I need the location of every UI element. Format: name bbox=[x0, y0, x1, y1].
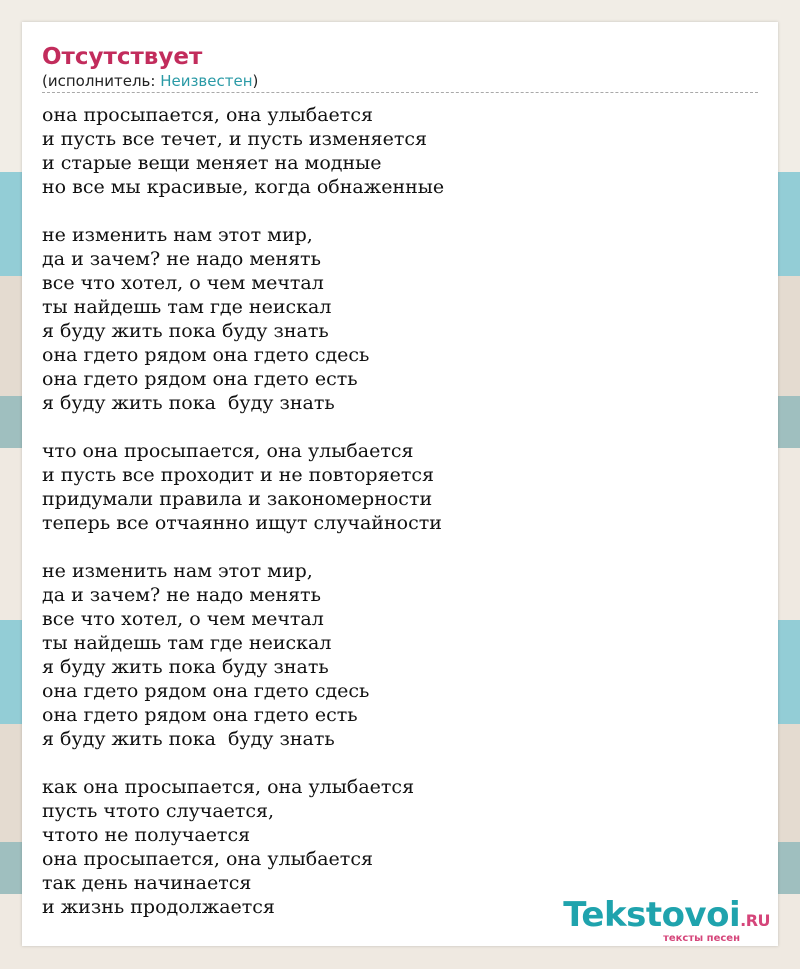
lyric-line: не изменить нам этот мир, bbox=[42, 560, 313, 582]
lyric-line bbox=[42, 415, 758, 439]
lyric-line: она гдето рядом она гдето сдесь bbox=[42, 680, 370, 702]
logo-name: Tekstovoi bbox=[563, 895, 741, 935]
artist-suffix: ) bbox=[252, 72, 259, 90]
lyric-line: ты найдешь там где неискал bbox=[42, 632, 332, 654]
lyric-line: чтото не получается bbox=[42, 824, 251, 846]
lyric-line: теперь все отчаянно ищут случайности bbox=[42, 512, 442, 534]
lyric-line: и пусть все проходит и не повторяется bbox=[42, 464, 434, 486]
lyrics-text bbox=[42, 103, 758, 919]
lyric-line: она гдето рядом она гдето есть bbox=[42, 368, 358, 390]
lyric-line: она просыпается, она улыбается bbox=[42, 848, 373, 870]
lyric-line: она гдето рядом она гдето сдесь bbox=[42, 344, 370, 366]
lyric-line: не изменить нам этот мир, bbox=[42, 224, 313, 246]
lyric-line: ты найдешь там где неискал bbox=[42, 296, 332, 318]
song-title: Отсутствует bbox=[42, 44, 203, 70]
logo-tld: .RU bbox=[740, 911, 770, 930]
lyric-line: я буду жить пока буду знать bbox=[42, 320, 329, 342]
site-logo[interactable] bbox=[563, 897, 770, 944]
lyric-line: я буду жить пока буду знать bbox=[42, 392, 335, 414]
lyric-line bbox=[42, 751, 758, 775]
lyric-line: все что хотел, о чем мечтал bbox=[42, 272, 324, 294]
lyric-line: она гдето рядом она гдето есть bbox=[42, 704, 358, 726]
lyric-line: да и зачем? не надо менять bbox=[42, 248, 321, 270]
lyric-line: и старые вещи меняет на модные bbox=[42, 152, 382, 174]
artist-line bbox=[42, 72, 758, 93]
lyric-line: да и зачем? не надо менять bbox=[42, 584, 321, 606]
lyric-line: я буду жить пока буду знать bbox=[42, 728, 335, 750]
lyric-line bbox=[42, 535, 758, 559]
lyrics-card bbox=[22, 22, 778, 946]
lyric-line: и пусть все течет, и пусть изменяется bbox=[42, 128, 428, 150]
lyric-line: она просыпается, она улыбается bbox=[42, 104, 373, 126]
logo-tagline: тексты песен bbox=[663, 933, 740, 944]
artist-prefix: (исполнитель: bbox=[42, 72, 161, 90]
artist-link[interactable]: Неизвестен bbox=[160, 72, 253, 90]
lyric-line: и жизнь продолжается bbox=[42, 896, 275, 918]
lyric-line: все что хотел, о чем мечтал bbox=[42, 608, 324, 630]
lyric-line: что она просыпается, она улыбается bbox=[42, 440, 414, 462]
lyric-line: я буду жить пока буду знать bbox=[42, 656, 329, 678]
lyric-line: но все мы красивые, когда обнаженные bbox=[42, 176, 445, 198]
lyric-line: как она просыпается, она улыбается bbox=[42, 776, 415, 798]
lyric-line: так день начинается bbox=[42, 872, 252, 894]
lyric-line: придумали правила и закономерности bbox=[42, 488, 433, 510]
lyric-line: пусть чтото случается, bbox=[42, 800, 275, 822]
lyric-line bbox=[42, 199, 758, 223]
